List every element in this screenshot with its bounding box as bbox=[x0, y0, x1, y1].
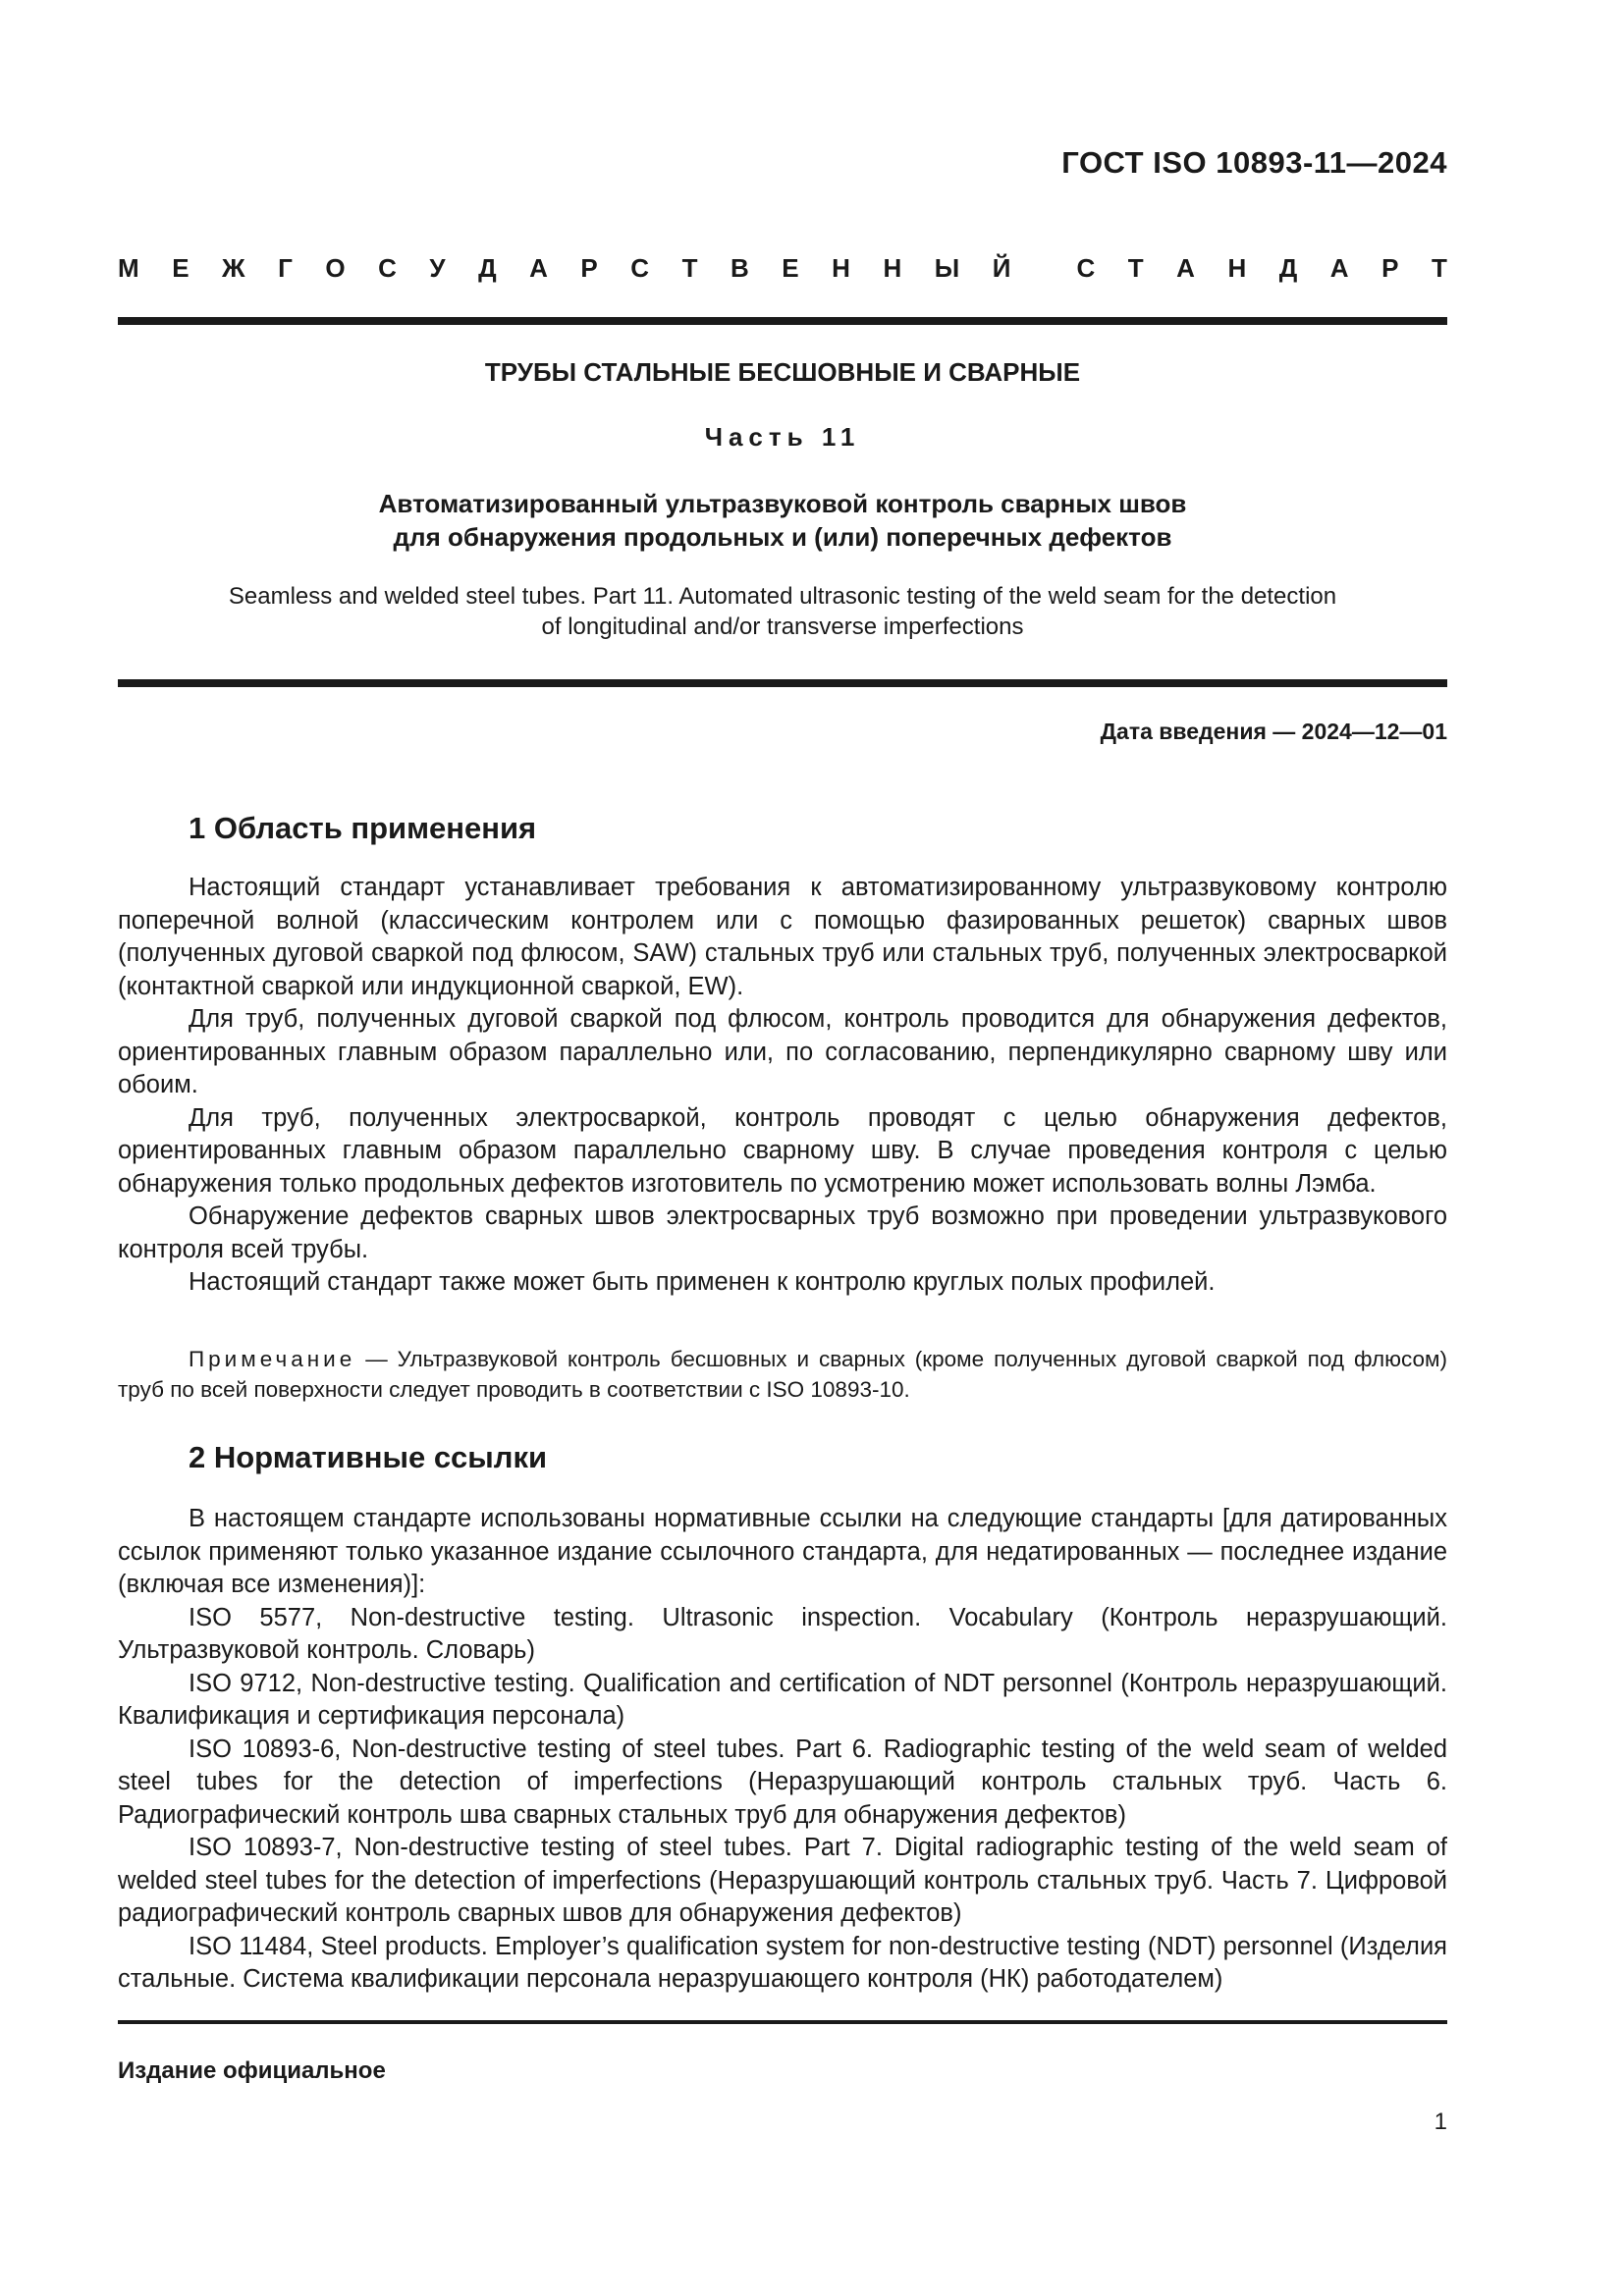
reference-item: ISO 9712, Non-destructive testing. Qualification and certification of NDT personnel (Контроль неразрушающий. Квалификация и сертификация персонала) bbox=[118, 1669, 1447, 1730]
paragraph: Для труб, полученных дуговой сваркой под флюсом, контроль проводится для обнаружения дефектов, ориентированных главным образом параллельно или, по согласованию, перпендикулярно сварному шву или обоим. bbox=[118, 1005, 1447, 1098]
part-number: Часть 11 bbox=[704, 422, 861, 452]
reference-item: ISO 11484, Steel products. Employer’s qualification system for non-destructive testing (NDT) personnel (Изделия стальные. Система квалификации персонала неразрушающего контроля (НК) работодателем) bbox=[118, 1932, 1447, 1993]
paragraph: Для труб, полученных электросваркой, контроль проводят с целью обнаружения дефектов, ориентированных главным образом параллельно сварному шву. В случае проведения контроля с целью обнаружения только продольных дефектов изготовитель по усмотрению может использовать волны Лэмба. bbox=[118, 1103, 1447, 1198]
banner-letter: Ж bbox=[222, 253, 245, 283]
section-heading-normative-references: 2 Нормативные ссылки bbox=[189, 1440, 548, 1474]
paragraph: Настоящий стандарт устанавливает требования к автоматизированному ультразвуковому контролю поперечной волной (классическим контролем или с помощью фазированных решеток) сварных швов (полученных дуговой сваркой под флюсом, SAW) стальных труб или стальных труб, полученных электросваркой (контактной сваркой или индукционной сваркой, EW). bbox=[118, 874, 1447, 1000]
english-title bbox=[118, 581, 1447, 642]
subtitle bbox=[118, 487, 1447, 554]
paragraph: Обнаружение дефектов сварных швов электросварных труб возможно при проведении ультразвукового контроля всей трубы. bbox=[118, 1202, 1447, 1263]
official-edition-label: Издание официальное bbox=[118, 2057, 386, 2084]
banner-letter: Д bbox=[1278, 253, 1298, 283]
banner-letter: Р bbox=[580, 253, 598, 283]
footer-divider bbox=[118, 2020, 1447, 2024]
banner-letter: Н bbox=[1227, 253, 1247, 283]
note-label: Примечание bbox=[189, 1347, 356, 1371]
banner-letter: Н bbox=[883, 253, 902, 283]
interstate-standard-banner bbox=[118, 253, 1447, 284]
banner-letter: Е bbox=[782, 253, 799, 283]
page-number: 1 bbox=[1434, 2109, 1447, 2135]
title-divider bbox=[118, 679, 1447, 687]
banner-letter: Н bbox=[832, 253, 850, 283]
banner-letter: О bbox=[325, 253, 346, 283]
banner-letter: Й bbox=[992, 253, 1011, 283]
section-heading-scope: 1 Область применения bbox=[189, 811, 537, 845]
english-title-line: of longitudinal and/or transverse imperfections bbox=[541, 614, 1024, 640]
paragraph: Настоящий стандарт также может быть применен к контролю круглых полых профилей. bbox=[189, 1268, 1216, 1296]
banner-letter: Р bbox=[1381, 253, 1399, 283]
banner-letter: С bbox=[378, 253, 397, 283]
banner-letter: Ы bbox=[934, 253, 960, 283]
reference-item: ISO 10893-6, Non-destructive testing of steel tubes. Part 6. Radiographic testing of the weld seam of welded steel tubes for the detection of imperfections (Неразрушающий контроль стальных труб. Часть 6. Радиографический контроль шва сварных стальных труб для обнаружения дефектов) bbox=[118, 1735, 1447, 1829]
introduction-date: Дата введения — 2024—12—01 bbox=[1100, 719, 1447, 744]
reference-item: ISO 10893-7, Non-destructive testing of steel tubes. Part 7. Digital radiographic testing of the weld seam of welded steel tubes for the detection of imperfections (Неразрушающий контроль стальных труб. Часть 7. Цифровой радиографический контроль сварных швов для обнаружения дефектов) bbox=[118, 1834, 1447, 1927]
banner-letter: Т bbox=[1127, 253, 1144, 283]
note bbox=[118, 1344, 1447, 1405]
subtitle-line: Автоматизированный ультразвуковой контроль сварных швов bbox=[378, 489, 1187, 518]
note-text: — Ультразвуковой контроль бесшовных и сварных (кроме полученных дуговой сваркой под флюсом) труб по всей поверхности следует проводить в соответствии с ISO 10893-10. bbox=[118, 1347, 1447, 1402]
banner-letter: С bbox=[630, 253, 650, 283]
banner-letter: А bbox=[1176, 253, 1195, 283]
paragraph: В настоящем стандарте использованы нормативные ссылки на следующие стандарты [для датированных ссылок применяют только указанное издание ссылочного стандарта, для недатированных — последнее издание (включая все изменения)]: bbox=[118, 1505, 1447, 1598]
banner-letter: Т bbox=[681, 253, 698, 283]
section-references-body bbox=[118, 1503, 1447, 1997]
banner-letter: Г bbox=[278, 253, 293, 283]
banner-letter: Т bbox=[1431, 253, 1447, 283]
banner-letter: А bbox=[1329, 253, 1349, 283]
banner-letter: Е bbox=[172, 253, 189, 283]
english-title-line: Seamless and welded steel tubes. Part 11. Automated ultrasonic testing of the weld seam for the detection bbox=[228, 583, 1337, 610]
banner-letter: С bbox=[1076, 253, 1096, 283]
document-page bbox=[118, 0, 1447, 2296]
banner-letter: В bbox=[730, 253, 749, 283]
reference-item: ISO 5577, Non-destructive testing. Ultrasonic inspection. Vocabulary (Контроль неразрушающий. Ультразвуковой контроль. Словарь) bbox=[118, 1603, 1447, 1664]
top-divider bbox=[118, 317, 1447, 325]
banner-letter: М bbox=[118, 253, 139, 283]
banner-letter: А bbox=[529, 253, 548, 283]
main-title: ТРУБЫ СТАЛЬНЫЕ БЕСШОВНЫЕ И СВАРНЫЕ bbox=[484, 357, 1081, 387]
section-scope-body bbox=[118, 872, 1447, 1300]
standard-designation: ГОСТ ISO 10893-11—2024 bbox=[1061, 145, 1447, 180]
banner-letter: У bbox=[429, 253, 446, 283]
banner-letter: Д bbox=[478, 253, 497, 283]
subtitle-line: для обнаружения продольных и (или) поперечных дефектов bbox=[393, 522, 1172, 552]
